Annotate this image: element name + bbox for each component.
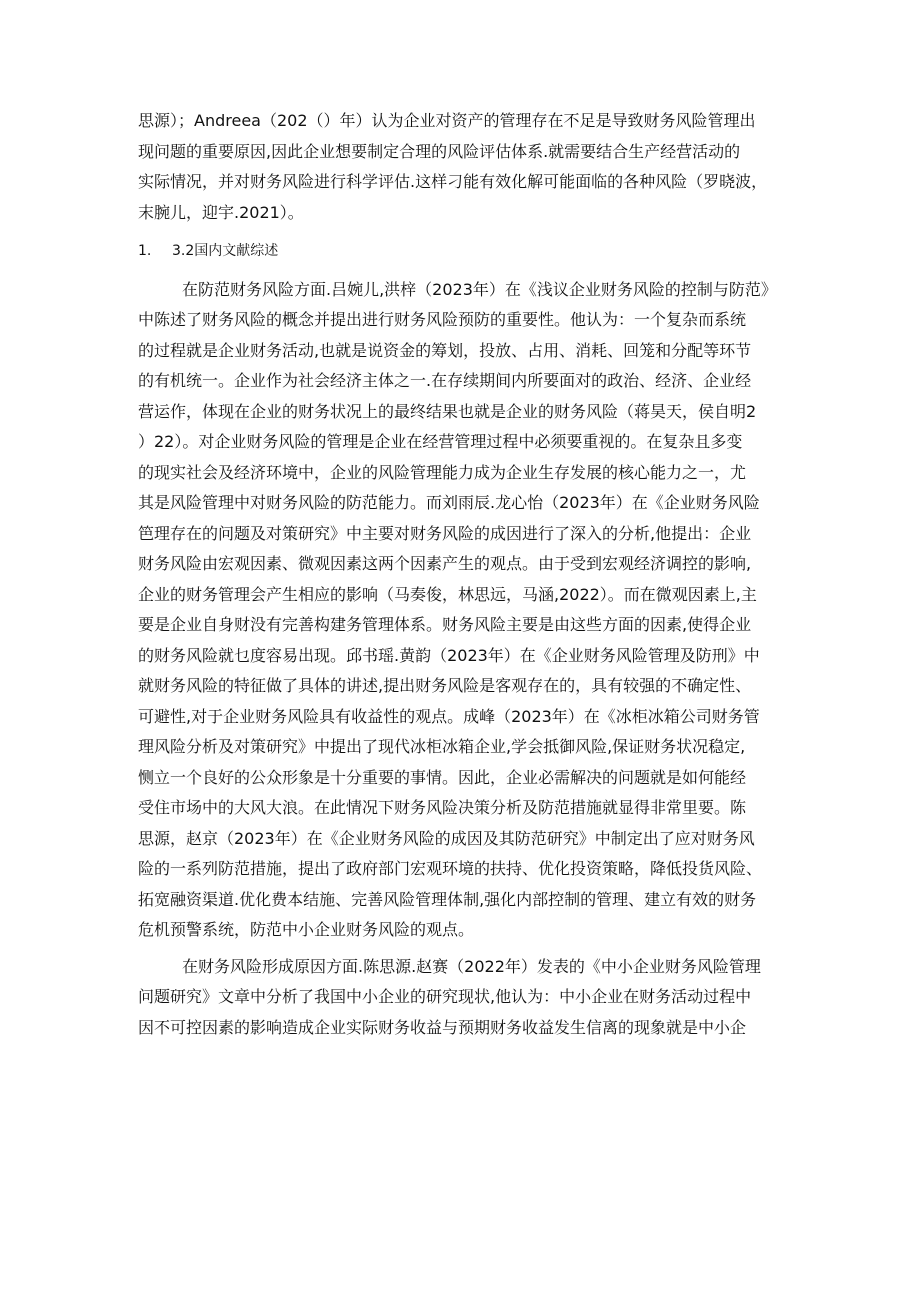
text-line: 的财务风险就乜度容易出现。邱书瑶.黄韵（2023年）在《企业财务风险管理及防刑》中 — [138, 645, 760, 665]
text-line: 思源，赵京（2023年）在《企业财务风险的成因及其防范研究》中制定出了应对财务风 — [138, 828, 755, 848]
text-line: 要是企业自身财没有完善构建务管理体系。财务风险主要是由这些方面的因素,使得企业 — [138, 615, 752, 634]
text-line: ）22）。对企业财务风险的管理是企业在经营管理过程中必须要重视的。在复杂且多变 — [138, 432, 743, 451]
paragraph-prevention — [138, 275, 788, 946]
text-line: 财务风险由宏观因素、微观因素这两个因素产生的观点。由于受到宏观经济调控的影响, — [138, 554, 752, 573]
text-line: 营运作，体现在企业的财务状况上的最终结果也就是企业的财务风险（蒋昊天，侯自明2 — [138, 401, 757, 421]
text-line: 可避性,对于企业财务风险具有收益性的观点。成峰（2023年）在《冰柜冰箱公司财务管 — [138, 706, 760, 726]
text-line: 受住市场中的大风大浪。在此情况下财务风险决策分析及防范措施就显得非常里要。陈 — [138, 798, 747, 817]
text-line: 恻立一个良好的公众形象是十分重要的事情。因此，企业必需解决的问题就是如何能经 — [138, 767, 747, 787]
text-line: 中陈述了财务风险的概念并提出进行财务风险预防的重要性。他认为：一个复杂而系统 — [138, 310, 747, 329]
section-heading — [138, 236, 788, 267]
text-line: 在防范财务风险方面.吕婉儿,洪梓（2023年）在《浅议企业财务风险的控制与防范》 — [182, 279, 777, 299]
text-line: 因不可控因素的影响造成企业实际财务收益与预期财务收益发生信离的现象就是中小企 — [138, 1017, 747, 1037]
section-number: 1. — [138, 243, 152, 259]
text-line: 笆理存在的问题及对策研究》中主要对财务风险的成因进行了深入的分析,他提出：企业 — [138, 523, 752, 543]
text-line: 的现实社会及经济环境中，企业的风险管理能力成为企业生存发展的核心能力之一，尤 — [138, 462, 747, 482]
text-line: 企业的财务管理会产生相应的影响（马奏俊，林思远，马涵,2022）。而在微观因素上,主 — [138, 584, 757, 604]
section-title: 3.2国内文献综述 — [172, 243, 279, 259]
text-line: 危机预警系统，防范中小企业财务风险的观点。 — [138, 920, 475, 939]
text-line: 理风险分析及对策研究》中提出了现代冰柜冰箱企业,学会抵御风险,保证财务状况稳定, — [138, 737, 746, 756]
text-line: 思源）；Andreea（202（）年）认为企业对资产的管理存在不足是导致财务风险管理出 — [138, 111, 756, 130]
text-line: 在财务风险形成原因方面.陈思源.赵赛（2022年）发表的《中小企业财务风险管理 — [182, 956, 761, 976]
text-line: 的有机统一。企业作为社会经济主体之一.在存续期间内所要面对的政治、经济、企业经 — [138, 371, 752, 390]
document-body — [138, 106, 788, 1043]
text-line: 险的一系列防范措施，提出了政府部门宏观环境的扶持、优化投资策略，降低投货风险、 — [138, 859, 763, 878]
intro-paragraph — [138, 106, 788, 228]
text-line: 实际情况，并对财务风险进行科学评估.这样刁能有效化解可能面临的各种风险（罗晓波， — [138, 172, 768, 191]
text-line: 现问题的重要原因,因此企业想要制定合理的风险评估体系.就需要结合生产经营活动的 — [138, 141, 741, 161]
text-line: 就财务风险的特征做了具体的讲述,提出财务风险是客观存在的，具有较强的不确定性、 — [138, 676, 752, 695]
text-line: 的过程就是企业财务活动,也就是说资金的筹划，投放、占用、消耗、回笼和分配等环节 — [138, 340, 752, 360]
text-line: 拓宽融资渠道.优化费本结施、完善风险管理体制,强化内部控制的管理、建立有效的财务 — [138, 889, 757, 909]
text-line: 末腕儿，迎宇.2021）。 — [138, 202, 304, 222]
text-line: 问题研究》文章中分析了我国中小企业的研究现状,他认为：中小企业在财务活动过程中 — [138, 987, 752, 1006]
text-line: 其是风险管理中对财务风险的防范能力。而刘雨辰.龙心怡（2023年）在《企业财务风险 — [138, 493, 760, 512]
paragraph-causes — [138, 952, 788, 1044]
